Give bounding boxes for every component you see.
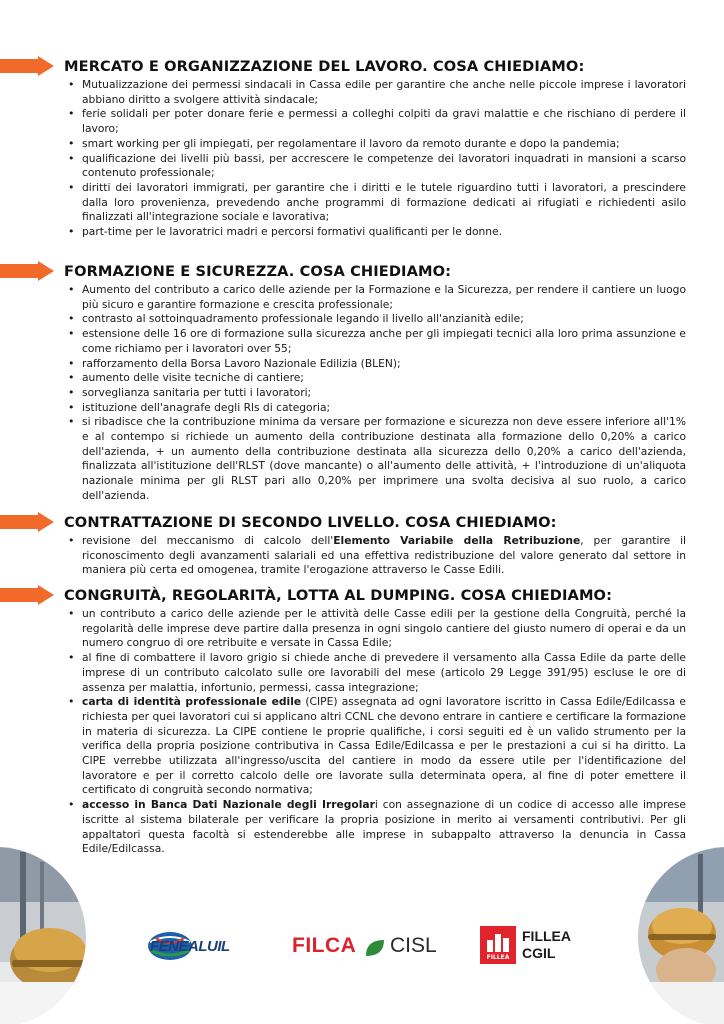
list-item: • smart working per gli impiegati, per regolamentare il lavoro da remoto durante e dopo la pandemia; [64, 137, 686, 152]
item-text: un contributo a carico delle aziende per le attività delle Casse edili per la gestione della Congruità, perché la regolarità delle imprese deve partire dalla presenza in ogni singolo cantiere del giusto numero di operai e da un numero congruo di ore retribuite e versate in Cassa Edile; [82, 607, 686, 650]
item-bold: carta di identità professionale edile [82, 695, 302, 709]
filca-cisl-logo [292, 932, 442, 964]
section-list [64, 78, 686, 240]
fillea-small-text: FILLEA [486, 954, 510, 961]
arrow-icon [0, 585, 54, 605]
section-title: FORMAZIONE E SICUREZZA. COSA CHIEDIAMO: [64, 263, 452, 280]
section-title: CONTRATTAZIONE DI SECONDO LIVELLO. COSA CHIEDIAMO: [64, 514, 557, 531]
list-item: • estensione delle 16 ore di formazione sulla sicurezza anche per gli impiegati tecnici alla loro prima assunzione e come richiamo per i lavoratori over 55; [64, 327, 686, 356]
list-item [64, 534, 686, 578]
section-list [64, 534, 686, 578]
list-item: • aumento delle visite tecniche di cantiere; [64, 371, 686, 386]
fillea-badge [480, 926, 516, 964]
leaf-icon [364, 938, 386, 958]
item-text: (CIPE) assegnata ad ogni lavoratore iscritto in Cassa Edile/Edilcassa e richiesta per quei lavoratori cui si applicano altri CCNL che devono entrare in cantiere e certificare la formazione in materia di sicurezza. La CIPE contiene le proprie qualifiche, i corsi seguiti ed è un valido strumento per la verifica della propria posizione contributiva in Cassa Edile/Edilcassa e per le prestazioni a cui si ha diritto. La CIPE verrebbe utilizzata all'ingresso/uscita del cantiere in modo da essere utile per l'identificazione del lavoratore e per il corretto calcolo delle ore lavorate sulla determinata opera, al fine di poter emettere il certificato di congruità secondo normativa; [82, 695, 686, 797]
arrow-icon [0, 261, 54, 281]
list-item [64, 798, 686, 857]
list-item: • rafforzamento della Borsa Lavoro Nazionale Edilizia (BLEN); [64, 357, 686, 372]
section-title: CONGRUITÀ, REGOLARITÀ, LOTTA AL DUMPING. COSA CHIEDIAMO: [64, 587, 613, 604]
item-bold: accesso in Banca Dati Nazionale degli Irregolar [82, 798, 375, 812]
item-text: revisione del meccanismo di calcolo dell' [82, 534, 334, 547]
list-item: • Aumento del contributo a carico delle aziende per la Formazione e la Sicurezza, per rendere il cantiere un luogo più sicuro e garantire formazione e crescita professionale; [64, 283, 686, 312]
feneal-text: FENEALUIL [150, 938, 230, 955]
item-bold: Elemento Variabile della Retribuzione [333, 534, 581, 547]
section-list [64, 607, 686, 857]
list-item: • part-time per le lavoratrici madri e percorsi formativi qualificanti per le donne. [64, 225, 686, 240]
item-text: , per garantire il riconoscimento degli avanzamenti salariali ed una effettiva redistribuzione del valore generato dal settore in maniera più certa ed omogenea, tramite l'erogazione attraverso le Casse Edili. [82, 534, 687, 577]
item-text: i con assegnazione di un codice di accesso alle imprese iscritte al sistema bilaterale per verificare la propria posizione in merito ai versamenti contributivi. Per gli appaltatori questa facoltà si estenderebbe alle imprese in subappalto attraverso la denuncia in Cassa Edile/Edilcassa. [82, 798, 686, 856]
worker-photo-left [0, 842, 86, 1024]
filca-text: FILCA [292, 934, 357, 957]
list-item: • istituzione dell'anagrafe degli Rls di categoria; [64, 401, 686, 416]
arrow-icon [0, 56, 54, 76]
section-title: MERCATO E ORGANIZZAZIONE DEL LAVORO. COSA CHIEDIAMO: [64, 58, 585, 75]
list-item: • Mutualizzazione dei permessi sindacali in Cassa edile per garantire che anche nelle piccole imprese i lavoratori abbiano diritto a svolgere attività sindacale; [64, 78, 686, 107]
item-text: al fine di combattere il lavoro grigio si chiede anche di prevedere il versamento alla Cassa Edile da parte delle imprese di un contributo calcolato sulle ore lavorabili del mese (articolo 29 Legge 391/95) escluse le ore di assenza per malattia, infortunio, permessi, cassa integrazione; [82, 651, 686, 694]
list-item [64, 651, 686, 695]
list-item: • sorveglianza sanitaria per tutti i lavoratori; [64, 386, 686, 401]
arrow-icon [0, 512, 54, 532]
list-item: • qualificazione dei livelli più bassi, per accrescere le competenze dei lavoratori inquadrati in mansioni a scarso contenuto professionale; [64, 152, 686, 181]
section-list [64, 283, 686, 504]
worker-photo-right [638, 842, 724, 1024]
building-icon [480, 928, 516, 954]
list-item [64, 695, 686, 798]
fillea-cgil-logo [480, 926, 590, 966]
cgil-text: CGIL [522, 945, 556, 961]
cisl-text: CISL [390, 934, 437, 957]
list-item: • si ribadisce che la contribuzione minima da versare per formazione e sicurezza non deve essere inferiore all'1% e al contempo si richiede un aumento della contribuzione destinata alla formazione dello 0,20% a carico dell'azienda, + un aumento della contribuzione destinata alla sicurezza dello 0,20% a carico dell'azienda, finalizzata all'istituzione dell'RLST (dove mancante) o all'aumento delle attività, + l'introduzione di un'aliquota nazionale minima per gli RLST pari allo 0,20% per imprimere una svolta decisiva al suo ruolo, a carico dell'azienda. [64, 415, 686, 503]
fillea-text: FILLEA [522, 928, 571, 944]
fenealuil-logo [146, 928, 256, 964]
list-item [64, 607, 686, 651]
list-item: • ferie solidali per poter donare ferie e permessi a colleghi colpiti da gravi malattie e che rischiano di perdere il lavoro; [64, 107, 686, 136]
list-item: • diritti dei lavoratori immigrati, per garantire che i diritti e le tutele riguardino tutti i lavoratori, a prescindere dalla loro provenienza, prevedendo anche programmi di formazione dedicati ai rifugiati e richiedenti asilo finalizzati all'integrazione sociale e lavorativa; [64, 181, 686, 225]
list-item: • contrasto al sottoinquadramento professionale legando il livello all'anzianità edile; [64, 312, 686, 327]
